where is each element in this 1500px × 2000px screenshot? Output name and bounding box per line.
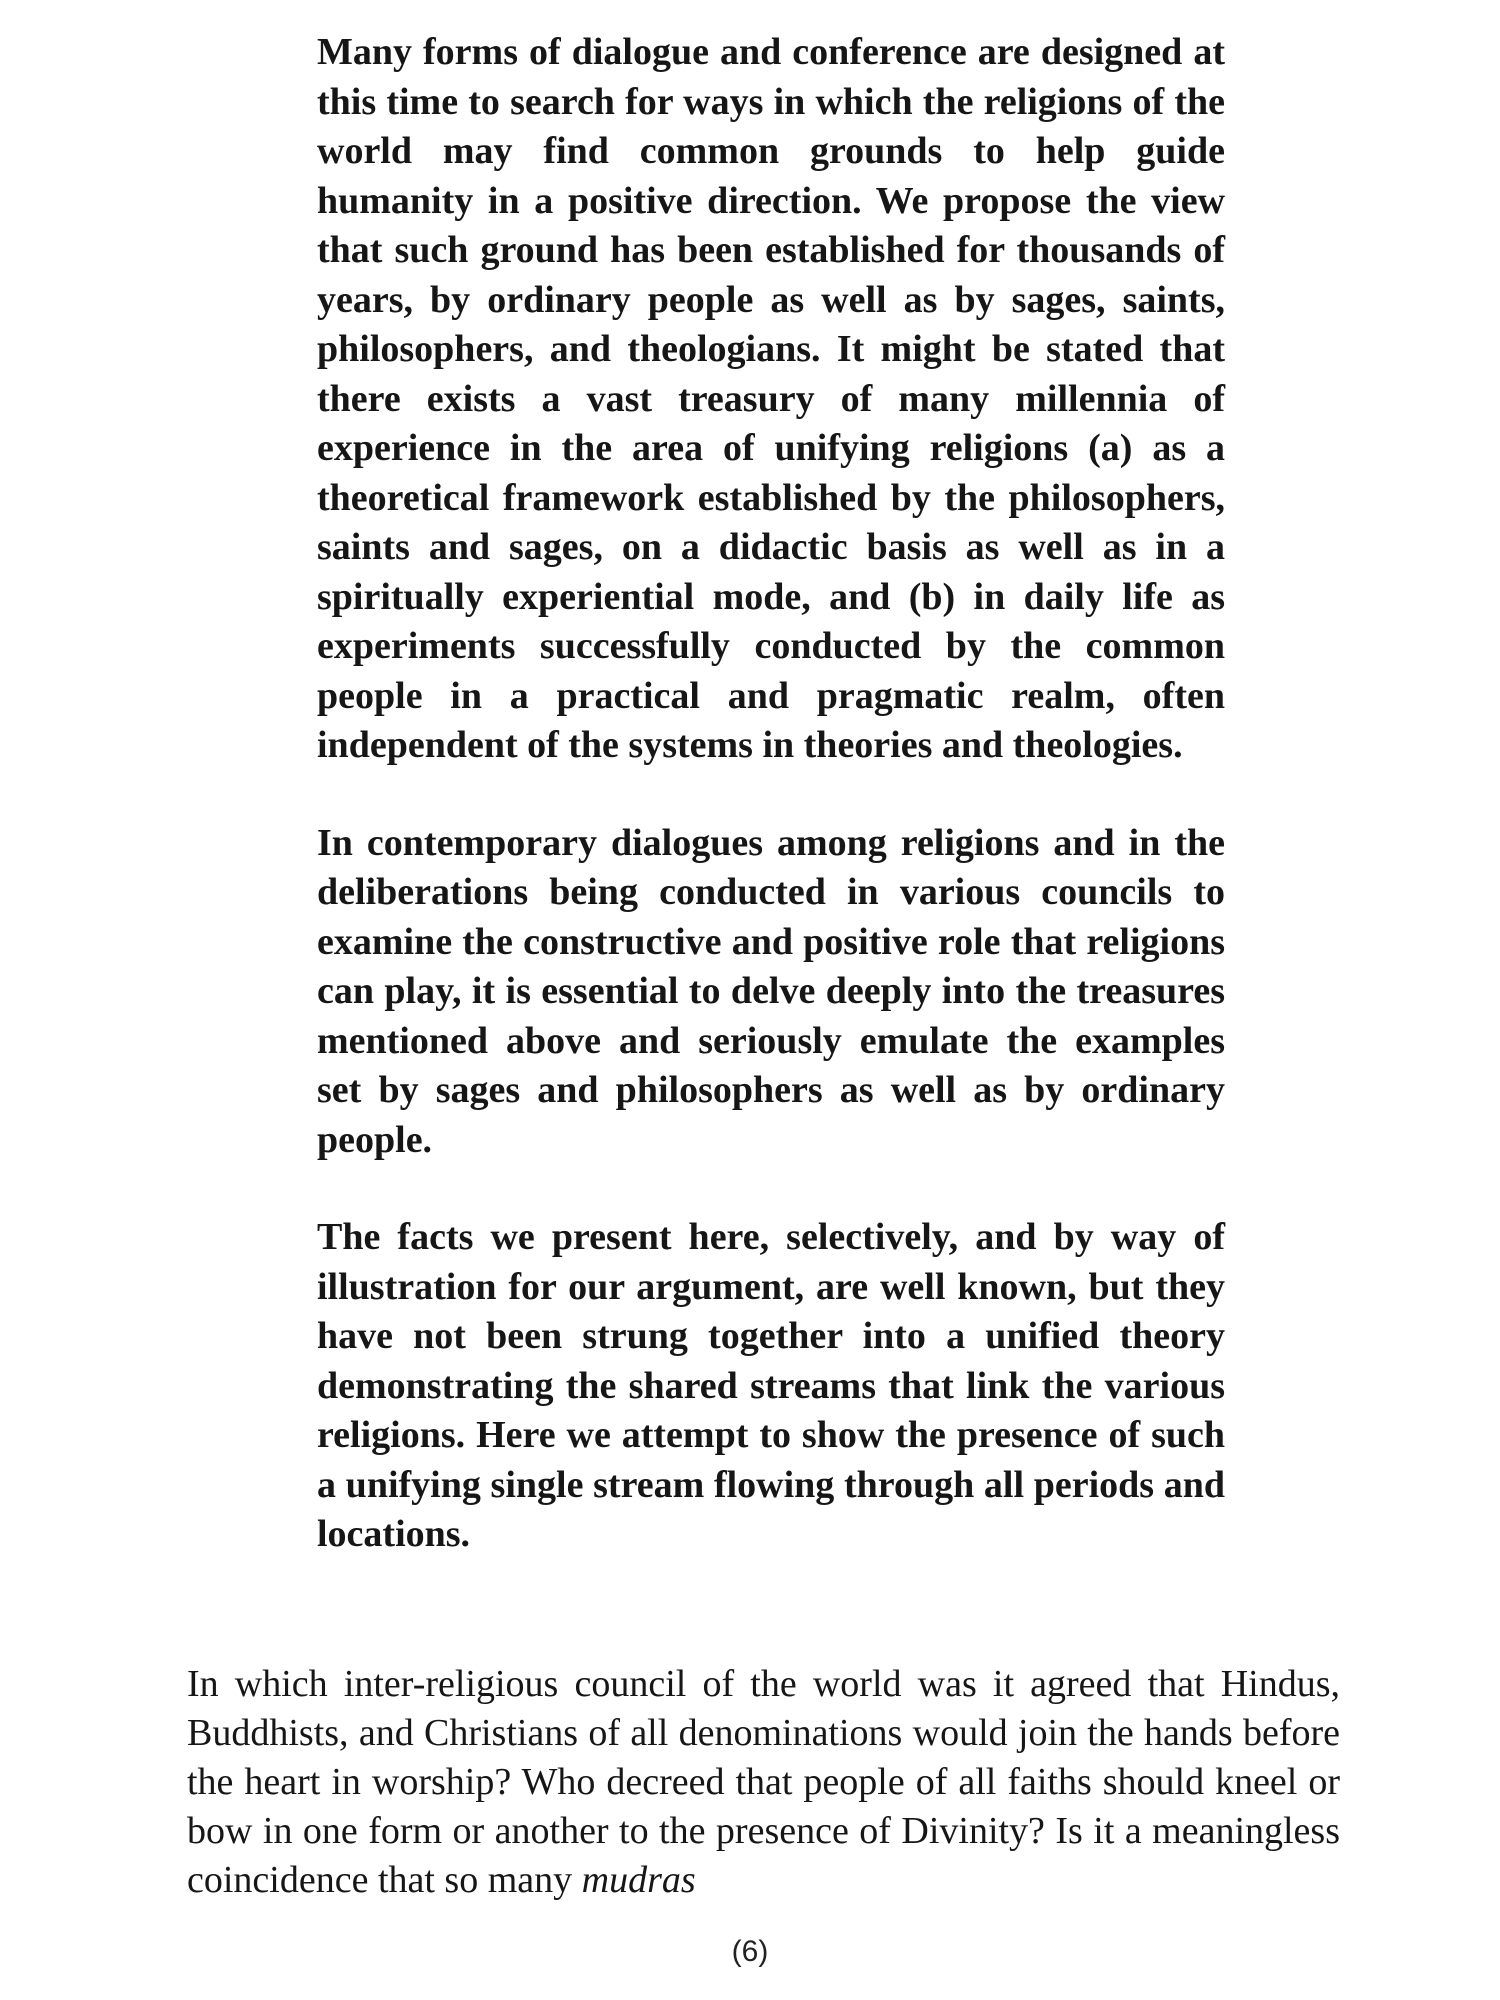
italic-term-mudras: mudras <box>581 1859 696 1901</box>
question-paragraph <box>187 1660 1340 1905</box>
page-number: (6) <box>731 1935 769 1968</box>
paragraph-facts-presented: The facts we present here, selectively, and by way of illustration for our argument, are well known, but they have not been strung together into a unified theory demonstrating the shared streams that link the various religions. Here we attempt to show the presence of such a unifying single stream flowing through all periods and locations. <box>317 1216 1225 1555</box>
question-text: In which inter-religious council of the world was it agreed that Hindus, Buddhists, and Christians of all denominations would join the hands before the heart in worship? Who decreed that people of all faiths should kneel or bow in one form or another to the presence of Divinity? Is it a meaningless coincidence that so many <box>187 1663 1340 1901</box>
paragraph-contemporary-dialogues: In contemporary dialogues among religions and in the deliberations being conducted in various councils to examine the constructive and positive role that religions can play, it is essential to delve deeply into the treasures mentioned above and seriously emulate the examples set by sages and philosophers as well as by ordinary people. <box>317 821 1225 1161</box>
main-text-column <box>317 28 1225 1560</box>
paragraph-common-grounds: Many forms of dialogue and conference are designed at this time to search for ways in which the religions of the world may find common grounds to help guide humanity in a positive direction. We propose the view that such ground has been established for thousands of years, by ordinary people as well as by sages, saints, philosophers, and theologians. It might be stated that there exists a vast treasury of many millennia of experience in the area of unifying religions (a) as a theoretical framework established by the philosophers, saints and sages, on a didactic basis as well as in a spiritually experiential mode, and (b) in daily life as experiments successfully conducted by the common people in a practical and pragmatic realm, often independent of the systems in theories and theologies. <box>317 31 1225 766</box>
